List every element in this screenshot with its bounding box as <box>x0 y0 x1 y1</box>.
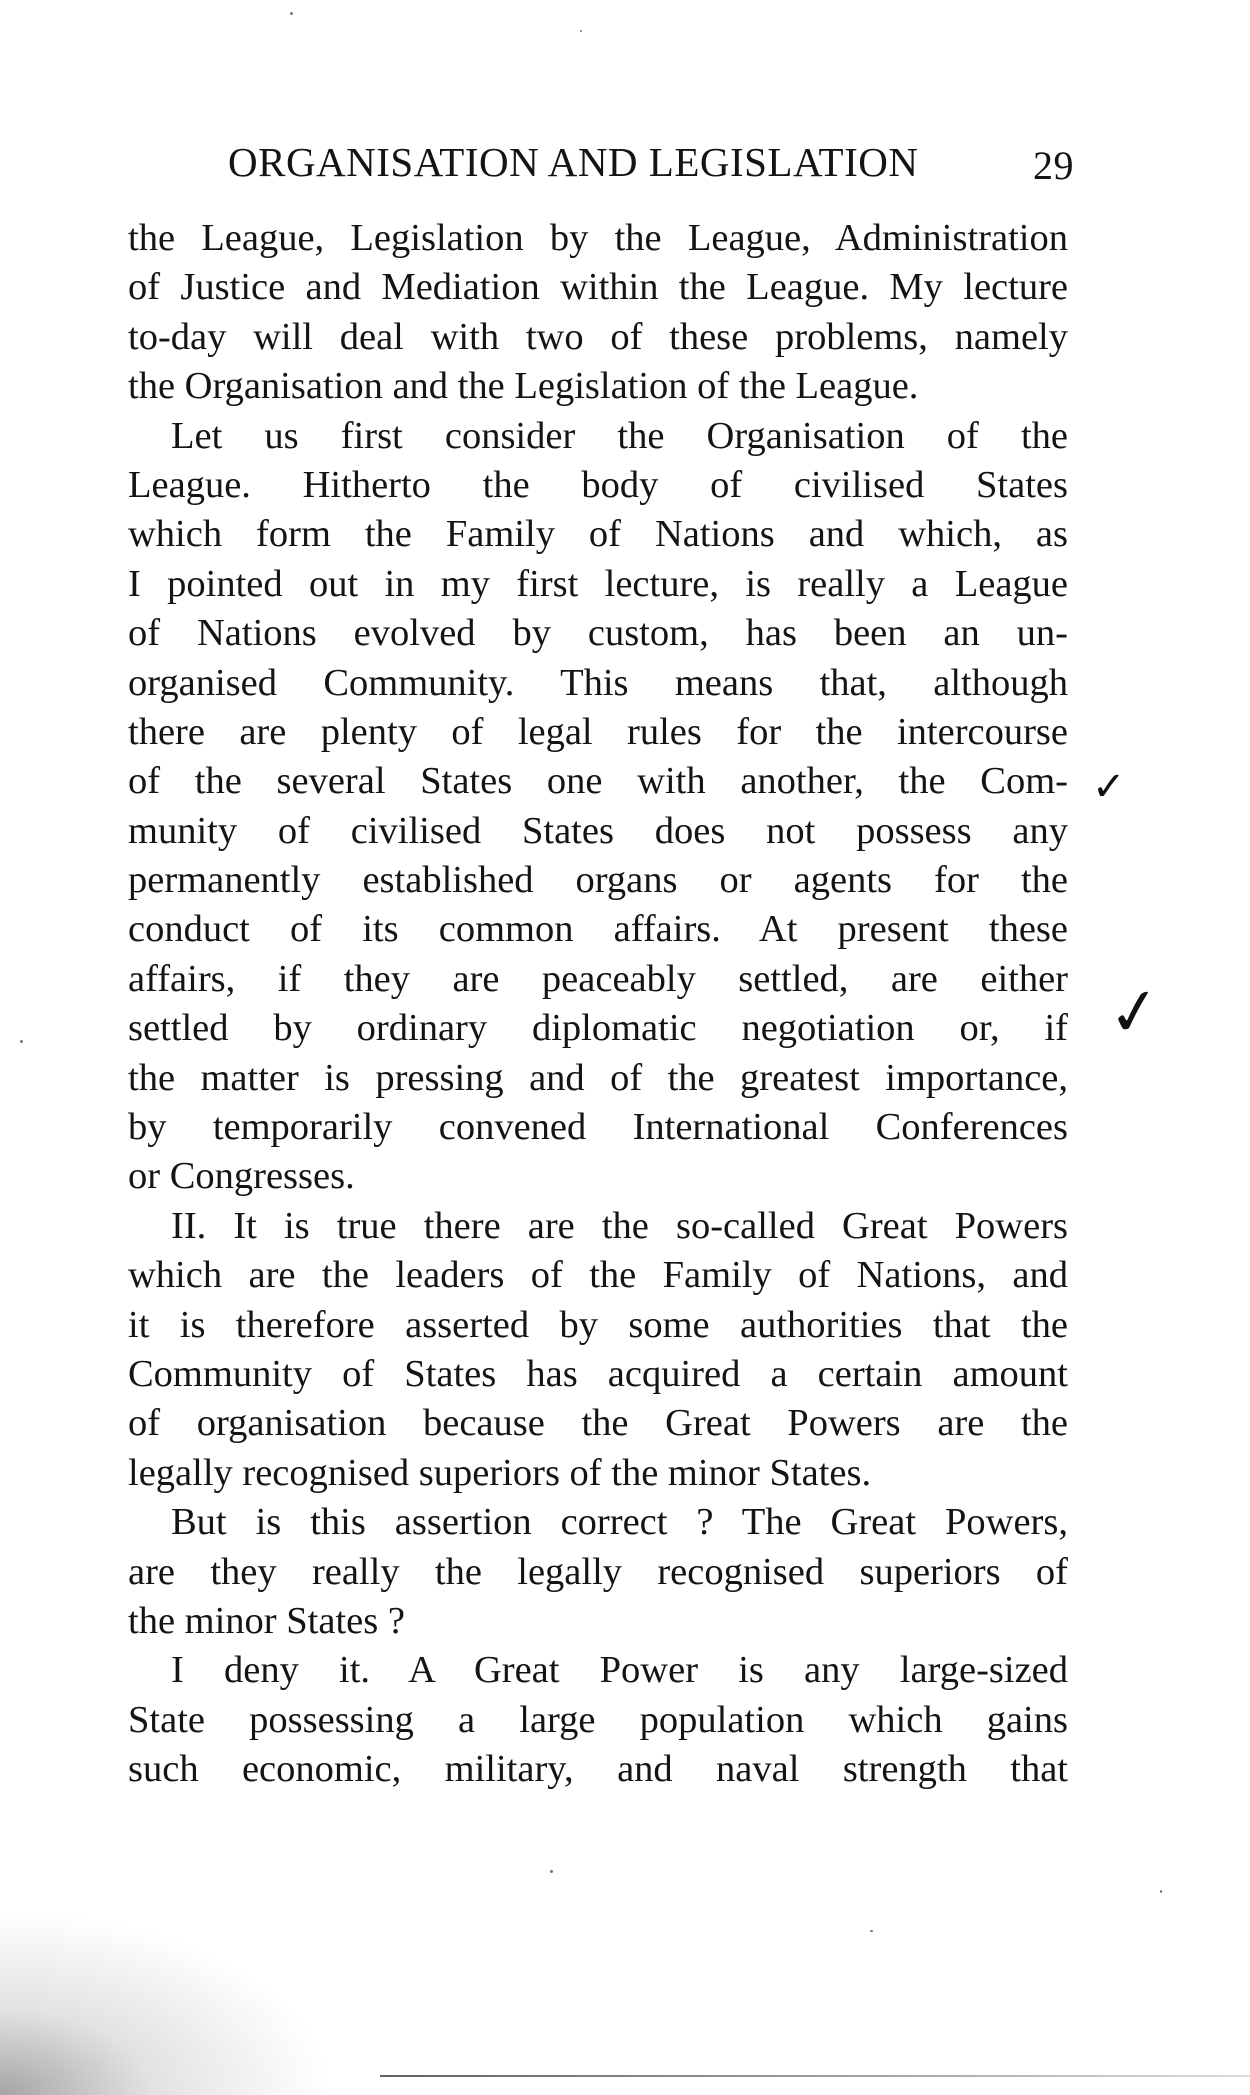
text-line: State possessing a large population which gains <box>128 1698 1068 1741</box>
text-line: it is therefore asserted by some authorities that the <box>128 1303 1068 1346</box>
running-header <box>128 138 1074 194</box>
text-line: are they really the legally recognised superiors of <box>128 1550 1068 1593</box>
body-text <box>128 214 1068 1795</box>
text-line: such economic, military, and naval strength that <box>128 1748 1068 1791</box>
text-line: of organisation because the Great Powers are the <box>128 1402 1068 1445</box>
text-line: I pointed out in my first lecture, is really a League <box>128 562 1068 605</box>
text-line: of the several States one with another, the Com- <box>128 760 1068 803</box>
paragraph-start: But is this assertion correct ? The Great Powers, <box>171 1501 1068 1544</box>
text-line: permanently established organs or agents for the <box>128 859 1068 902</box>
paper-speck <box>580 30 582 32</box>
text-line: conduct of its common affairs. At present these <box>128 908 1068 951</box>
text-line: of Justice and Mediation within the League. My lecture <box>128 266 1068 309</box>
check-mark-icon: ✓ <box>1103 972 1167 1054</box>
paper-foxing <box>0 1895 360 2095</box>
paper-speck <box>550 1870 553 1873</box>
text-line: the matter is pressing and of the greatest importance, <box>128 1056 1068 1099</box>
text-line: or Congresses. <box>128 1155 355 1198</box>
text-line: by temporarily convened International Conferences <box>128 1106 1068 1149</box>
page-number: 29 <box>1033 143 1074 188</box>
paper-speck <box>870 1930 873 1932</box>
paragraph-start: Let us first consider the Organisation of the <box>171 414 1068 457</box>
page-edge-shadow <box>380 2075 1250 2077</box>
text-line: there are plenty of legal rules for the intercourse <box>128 710 1068 753</box>
text-line: legally recognised superiors of the minor States. <box>128 1451 872 1494</box>
paper-speck <box>1160 1890 1162 1893</box>
text-line: which are the leaders of the Family of Nations, and <box>128 1254 1068 1297</box>
text-line: organised Community. This means that, although <box>128 661 1068 704</box>
text-line: League. Hitherto the body of civilised States <box>128 463 1068 506</box>
text-line: which form the Family of Nations and which, as <box>128 513 1068 556</box>
text-line: the Organisation and the Legislation of the League. <box>128 365 919 408</box>
paragraph-start: II. It is true there are the so-called Great Powers <box>171 1204 1068 1247</box>
text-line: the League, Legislation by the League, Administration <box>128 217 1068 259</box>
text-line: settled by ordinary diplomatic negotiation or, if <box>128 1007 1068 1050</box>
running-title: ORGANISATION AND LEGISLATION <box>228 139 919 185</box>
text-line: of Nations evolved by custom, has been an un- <box>128 612 1068 655</box>
text-line: Community of States has acquired a certain amount <box>128 1352 1068 1395</box>
text-line: affairs, if they are peaceably settled, are either <box>128 957 1068 1000</box>
text-line: to-day will deal with two of these problems, namely <box>128 315 1068 358</box>
paper-speck <box>20 1040 23 1043</box>
paper-speck <box>290 12 293 15</box>
paragraph-start: I deny it. A Great Power is any large-sized <box>171 1649 1068 1692</box>
text-line: the minor States ? <box>128 1599 405 1642</box>
check-mark-icon: ✓ <box>1092 764 1126 810</box>
text-line: munity of civilised States does not possess any <box>128 809 1068 852</box>
